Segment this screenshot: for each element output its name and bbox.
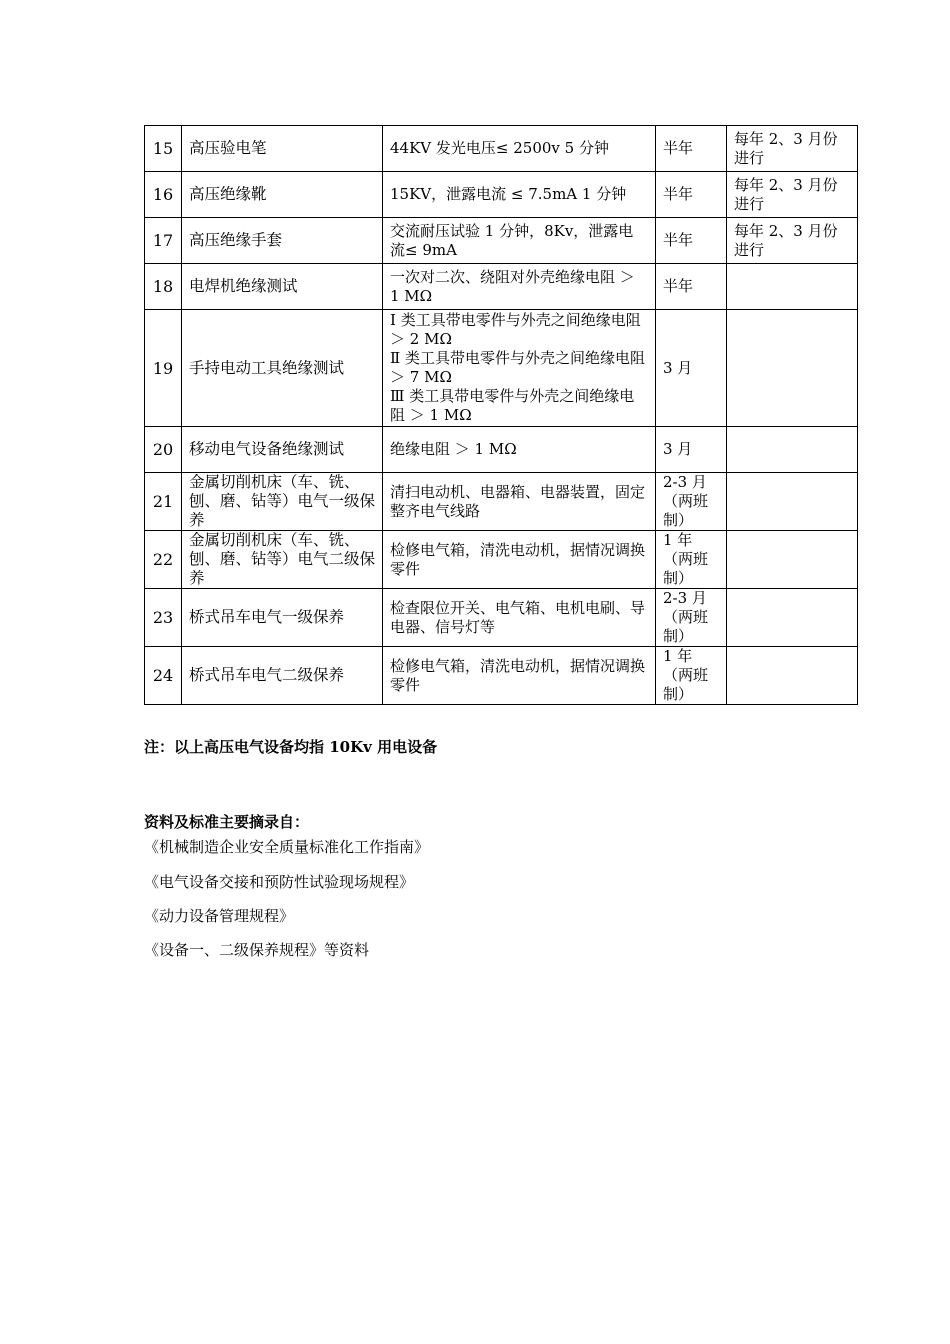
reference-item: 《电气设备交接和预防性试验现场规程》 bbox=[144, 873, 415, 891]
remark-cell: 每年 2、3 月份进行 bbox=[727, 172, 858, 218]
remark-cell: 每年 2、3 月份进行 bbox=[727, 218, 858, 264]
high-voltage-note: 注：以上高压电气设备均指 10Kv 用电设备 bbox=[144, 738, 438, 756]
table-row bbox=[145, 647, 858, 705]
item-name: 金属切削机床（车、铣、刨、磨、钻等）电气二级保养 bbox=[182, 531, 383, 589]
standard-cell: 清扫电动机、电器箱、电器装置，固定整齐电气线路 bbox=[383, 473, 656, 531]
cycle-cell: 半年 bbox=[656, 218, 727, 264]
remark-cell bbox=[727, 589, 858, 647]
cycle-cell: 1 年（两班制） bbox=[656, 647, 727, 705]
remark-cell bbox=[727, 310, 858, 427]
standard-cell bbox=[383, 310, 656, 427]
remark-cell bbox=[727, 264, 858, 310]
table-row bbox=[145, 473, 858, 531]
remark-cell: 每年 2、3 月份进行 bbox=[727, 126, 858, 172]
cycle-cell: 半年 bbox=[656, 264, 727, 310]
reference-item: 《设备一、二级保养规程》等资料 bbox=[144, 941, 370, 959]
standard-cell: 检修电气箱，清洗电动机，据情况调换零件 bbox=[383, 531, 656, 589]
cycle-cell: 2-3 月（两班制） bbox=[656, 473, 727, 531]
maintenance-table bbox=[144, 125, 858, 705]
cycle-cell: 2-3 月（两班制） bbox=[656, 589, 727, 647]
cycle-cell: 1 年（两班制） bbox=[656, 531, 727, 589]
standard-line: Ⅲ 类工具带电零件与外壳之间绝缘电阻 ＞ 1 MΩ bbox=[390, 387, 635, 424]
item-name: 高压绝缘手套 bbox=[182, 218, 383, 264]
remark-cell bbox=[727, 531, 858, 589]
item-name: 移动电气设备绝缘测试 bbox=[182, 427, 383, 473]
table-row bbox=[145, 589, 858, 647]
row-number: 15 bbox=[145, 126, 182, 172]
table-row bbox=[145, 126, 858, 172]
standard-cell: 交流耐压试验 1 分钟，8Kv，泄露电流≤ 9mA bbox=[383, 218, 656, 264]
cycle-cell: 半年 bbox=[656, 172, 727, 218]
table-row bbox=[145, 427, 858, 473]
item-name: 高压绝缘靴 bbox=[182, 172, 383, 218]
reference-item: 《机械制造企业安全质量标准化工作指南》 bbox=[144, 838, 430, 856]
reference-item: 《动力设备管理规程》 bbox=[144, 907, 295, 925]
row-number: 20 bbox=[145, 427, 182, 473]
row-number: 17 bbox=[145, 218, 182, 264]
cycle-cell: 3 月 bbox=[656, 427, 727, 473]
item-name: 电焊机绝缘测试 bbox=[182, 264, 383, 310]
table-row bbox=[145, 218, 858, 264]
item-name: 金属切削机床（车、铣、刨、磨、钻等）电气一级保养 bbox=[182, 473, 383, 531]
item-name: 手持电动工具绝缘测试 bbox=[182, 310, 383, 427]
table-row bbox=[145, 310, 858, 427]
row-number: 23 bbox=[145, 589, 182, 647]
standard-line: Ⅱ 类工具带电零件与外壳之间绝缘电阻 ＞ 7 MΩ bbox=[390, 349, 645, 386]
references-title: 资料及标准主要摘录自： bbox=[144, 813, 310, 831]
standard-cell: 检查限位开关、电气箱、电机电刷、导电器、信号灯等 bbox=[383, 589, 656, 647]
item-name: 桥式吊车电气一级保养 bbox=[182, 589, 383, 647]
remark-cell bbox=[727, 427, 858, 473]
row-number: 22 bbox=[145, 531, 182, 589]
table-row bbox=[145, 531, 858, 589]
row-number: 21 bbox=[145, 473, 182, 531]
row-number: 19 bbox=[145, 310, 182, 427]
table-row bbox=[145, 264, 858, 310]
standard-cell: 44KV 发光电压≤ 2500v 5 分钟 bbox=[383, 126, 656, 172]
item-name: 桥式吊车电气二级保养 bbox=[182, 647, 383, 705]
standard-cell: 检修电气箱，清洗电动机，据情况调换零件 bbox=[383, 647, 656, 705]
table-row bbox=[145, 172, 858, 218]
standard-line: Ⅰ 类工具带电零件与外壳之间绝缘电阻 ＞ 2 MΩ bbox=[390, 311, 641, 348]
standard-cell: 一次对二次、绕阻对外壳绝缘电阻 ＞ 1 MΩ bbox=[383, 264, 656, 310]
remark-cell bbox=[727, 473, 858, 531]
row-number: 24 bbox=[145, 647, 182, 705]
remark-cell bbox=[727, 647, 858, 705]
row-number: 18 bbox=[145, 264, 182, 310]
standard-cell: 绝缘电阻 ＞ 1 MΩ bbox=[383, 427, 656, 473]
cycle-cell: 3 月 bbox=[656, 310, 727, 427]
standard-cell: 15KV，泄露电流 ≤ 7.5mA 1 分钟 bbox=[383, 172, 656, 218]
item-name: 高压验电笔 bbox=[182, 126, 383, 172]
row-number: 16 bbox=[145, 172, 182, 218]
cycle-cell: 半年 bbox=[656, 126, 727, 172]
